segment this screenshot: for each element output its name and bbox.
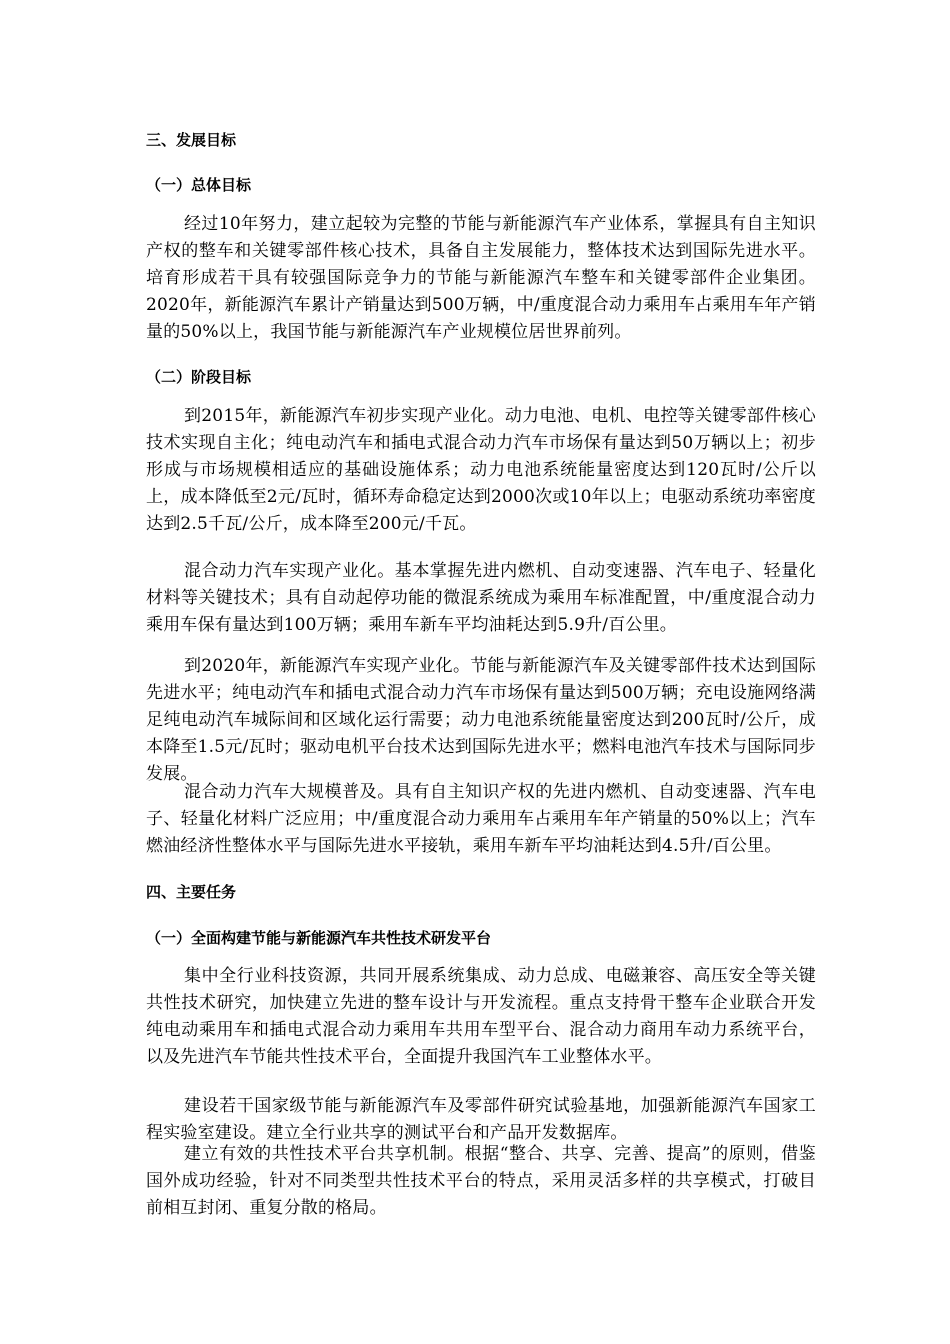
- subsection-heading-overall-goals: （一）总体目标: [146, 176, 252, 194]
- paragraph-stage-2020-hybrid: 混合动力汽车大规模普及。具有自主知识产权的先进内燃机、自动变速器、汽车电子、轻量化材料广泛应用；中/重度混合动力乘用车占乘用车年产销量的50%以上；汽车燃油经济性整体水平与国际先进水平接轨，乘用车新车平均油耗达到4.5升/百公里。: [146, 782, 816, 856]
- section-heading-main-tasks: 四、主要任务: [146, 883, 237, 901]
- section-heading-development-goals: 三、发展目标: [146, 131, 237, 149]
- subsection-heading-stage-goals: （二）阶段目标: [146, 368, 252, 386]
- paragraph-stage-2015-ev: 到2015年，新能源汽车初步实现产业化。动力电池、电机、电控等关键零部件核心技术实现自主化；纯电动汽车和插电式混合动力汽车市场保有量达到50万辆以上；初步形成与市场规模相适应的基础设施体系；动力电池系统能量密度达到120瓦时/公斤以上，成本降低至2元/瓦时，循环寿命稳定达到2000次或10年以上；电驱动系统功率密度达到2.5千瓦/公斤，成本降至200元/千瓦。: [146, 406, 816, 534]
- paragraph-rd-platform-sharing: 建立有效的共性技术平台共享机制。根据“整合、共享、完善、提高”的原则，借鉴国外成功经验，针对不同类型共性技术平台的特点，采用灵活多样的共享模式，打破目前相互封闭、重复分散的格局。: [146, 1144, 816, 1218]
- paragraph-rd-platform-resources: 集中全行业科技资源，共同开展系统集成、动力总成、电磁兼容、高压安全等关键共性技术研究，加快建立先进的整车设计与开发流程。重点支持骨干整车企业联合开发纯电动乘用车和插电式混合动力乘用车共用车型平台、混合动力商用车动力系统平台，以及先进汽车节能共性技术平台，全面提升我国汽车工业整体水平。: [146, 966, 816, 1067]
- subsection-heading-rd-platform: （一）全面构建节能与新能源汽车共性技术研发平台: [146, 929, 492, 947]
- paragraph-stage-2015-hybrid: 混合动力汽车实现产业化。基本掌握先进内燃机、自动变速器、汽车电子、轻量化材料等关键技术；具有自动起停功能的微混系统成为乘用车标准配置，中/重度混合动力乘用车保有量达到100万辆；乘用车新车平均油耗达到5.9升/百公里。: [146, 561, 816, 635]
- paragraph-rd-platform-test-bases: 建设若干国家级节能与新能源汽车及零部件研究试验基地，加强新能源汽车国家工程实验室建设。建立全行业共享的测试平台和产品开发数据库。: [146, 1096, 816, 1143]
- paragraph-stage-2020-ev: 到2020年，新能源汽车实现产业化。节能与新能源汽车及关键零部件技术达到国际先进水平；纯电动汽车和插电式混合动力汽车市场保有量达到500万辆；充电设施网络满足纯电动汽车城际间和区域化运行需要；动力电池系统能量密度达到200瓦时/公斤，成本降至1.5元/瓦时；驱动电机平台技术达到国际先进水平；燃料电池汽车技术与国际同步发展。: [146, 656, 816, 784]
- paragraph-overall-goals: 经过10年努力，建立起较为完整的节能与新能源汽车产业体系，掌握具有自主知识产权的整车和关键零部件核心技术，具备自主发展能力，整体技术达到国际先进水平。培育形成若干具有较强国际竞争力的节能与新能源汽车整车和关键零部件企业集团。2020年，新能源汽车累计产销量达到500万辆，中/重度混合动力乘用车占乘用车年产销量的50%以上，我国节能与新能源汽车产业规模位居世界前列。: [146, 214, 816, 342]
